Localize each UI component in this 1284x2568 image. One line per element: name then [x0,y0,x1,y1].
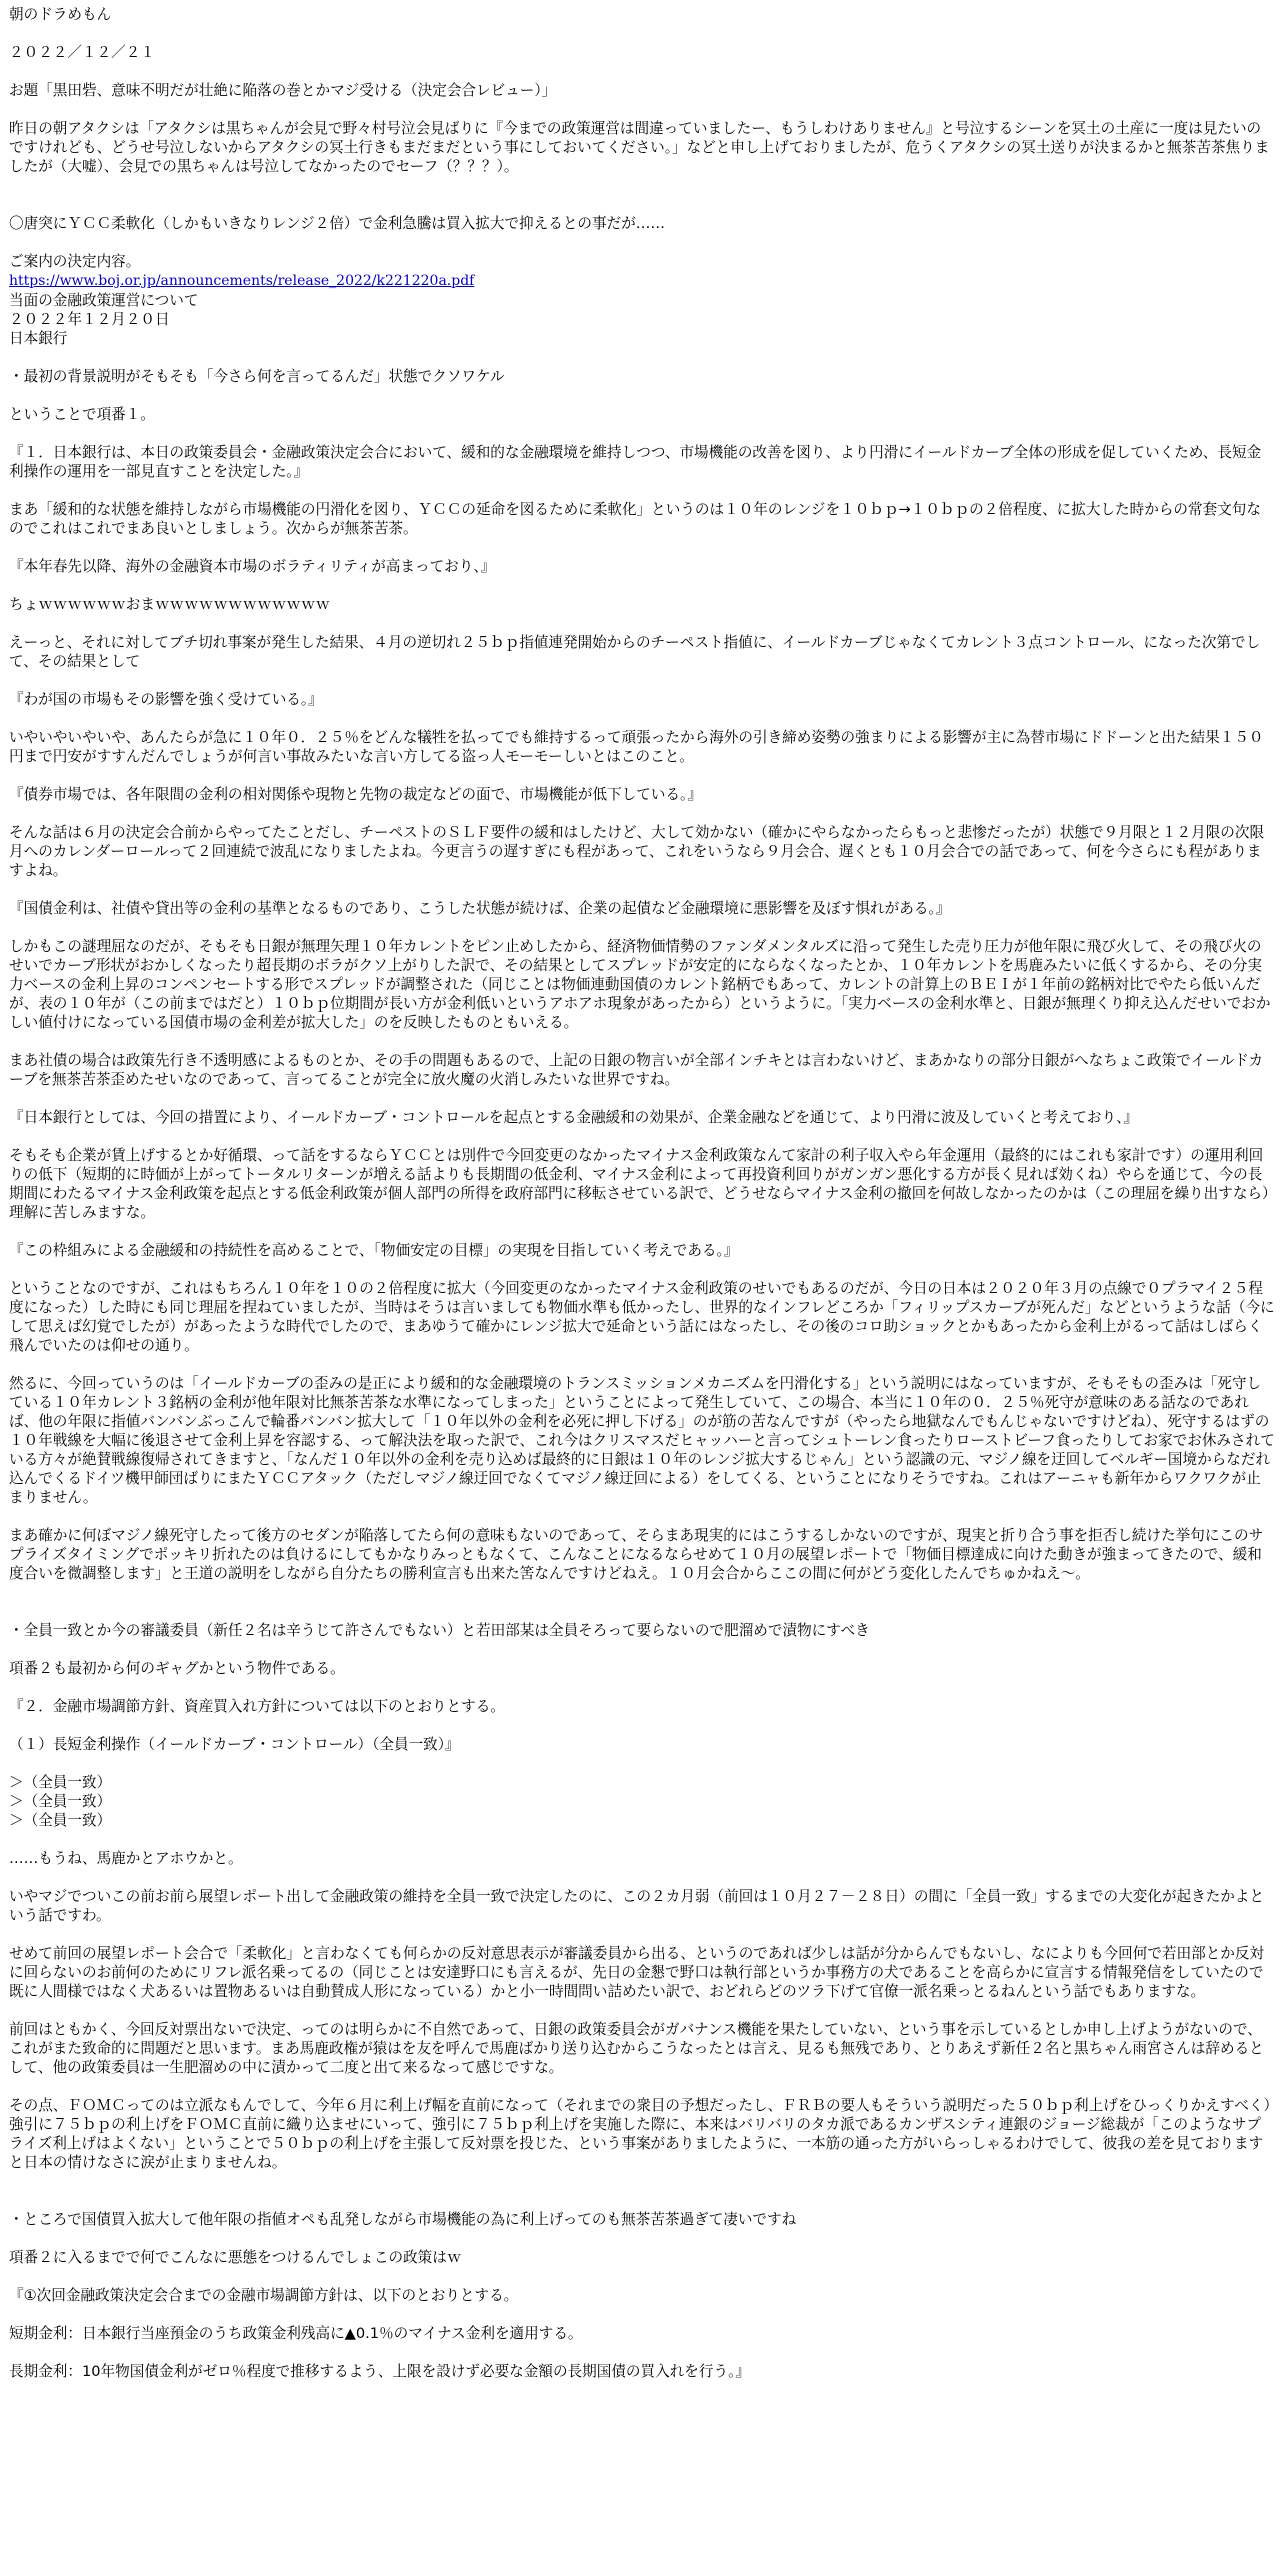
quote: 長期金利：10年物国債金利がゼロ％程度で推移するよう、上限を設けず必要な金額の長期国債の買入れを行う。』 [9,2363,750,2380]
paragraph: まあ「緩和的な状態を維持しながら市場機能の円滑化を図り、ＹＣＣの延命を図るために柔軟化」というのは１０年のレンジを１０ｂｐ→１０ｂｐの２倍程度、に拡大した時からの常套文句なのでこれはこれでまあ良いとしましょう。次からが無茶苦茶。 [9,501,1261,537]
quote: 『日本銀行としては、今回の措置により、イールドカーブ・コントロールを起点とする金融緩和の効果が、企業金融などを通じて、より円滑に波及していくと考えており、』 [9,1109,1138,1126]
quote: 『わが国の市場もその影響を強く受けている。』 [9,691,323,708]
release-date: ２０２２年１２月２０日 [9,311,170,328]
paragraph: ということで項番１。 [9,406,155,423]
paragraph: その点、ＦＯＭＣってのは立派なもんでして、今年６月に利上げ幅を直前になって（それまでの衆目の予想だったし、ＦＲＢの要人もそういう説明だった５０ｂｐ利上げをひっくりかえすべく）強引に７５ｂｐの利上げをＦＯＭＣ直前に織り込ませにいって、強引に７５ｂｐ利上げを実施した際に、本来はバリバリのタカ派であるカンザスシティ連銀のジョージ総裁が「このようなサプライズ利上げはよくない」ということで５０ｂｐの利上げを主張して反対票を投じた、という事案がありましたように、一本筋の通った方がいらっしゃるわけでして、彼我の差を見ておりますと日本の情けなさに涙が止まりませんね。 [9,2097,1271,2171]
blog-title: 朝のドラめもん [9,6,112,23]
paragraph: 項番２に入るまでで何でこんなに悪態をつけるんでしょこの政策はｗ [9,2249,462,2266]
paragraph: ということなのですが、これはもちろん１０年を１０の２倍程度に拡大（今回変更のなかったマイナス金利政策のせいでもあるのだが、今日の日本は２０２０年３月の点線で０プラマイ２５程度になった）した時にも同じ理屈を捏ねていましたが、当時はそうは言いましても物価水準も低かったし、世界的なインフレどころか「フィリップスカーブが死んだ」などというような話（今にして思えば幻覚でしたが）があったような時代でしたので、まあゆうて確かにレンジ拡大で延命という話にはなったし、その後のコロ助ショックとかもあったから金利上がるって話はしばらく飛んでいたのは仰せの通り。 [9,1280,1275,1354]
post-subject: お題「黒田砦、意味不明だが壮絶に陥落の巻とかマジ受ける（決定会合レビュー）」 [9,82,557,99]
post-date: ２０２２／１２／２１ [9,44,155,61]
guide-label: ご案内の決定内容。 [9,253,141,270]
paragraph: えーっと、それに対してブチ切れ事案が発生した結果、４月の逆切れ２５ｂｐ指値連発開始からのチーペスト指値に、イールドカーブじゃなくてカレント３点コントロール、になった次第でして、その結果として [9,634,1261,670]
quote: 『国債金利は、社債や貸出等の金利の基準となるものであり、こうした状態が続けば、企業の起債など金融環境に悪影響を及ぼす惧れがある。』 [9,900,951,917]
paragraph: 前回はともかく、今回反対票出ないで決定、ってのは明らかに不自然であって、日銀の政策委員会がガバナンス機能を果たしていない、という事を示しているとしか申し上げようがないので、これがまた致命的に問題だと思います。まあ馬鹿政権が猿はを友を呼んで馬鹿ばかり送り込むからこうなったとは言え、見るも無残であり、とりあえず新任２名と黒ちゃん雨宮さんは辞めるとして、他の政策委員は一生肥溜めの中に漬かって二度と出て来るなって感じですな。 [9,2021,1264,2076]
quote: 『この枠組みによる金融緩和の持続性を高めることで、「物価安定の目標」の実現を目指していく考えである。』 [9,1242,739,1259]
vote-line: ＞（全員一致） [9,1793,112,1810]
paragraph: そんな話は６月の決定会合前からやってたことだし、チーペストのＳＬＦ要件の緩和はしたけど、大して効かない（確かにやらなかったらもっと悲惨だったが）状態で９月限と１２月限の次限月へのカレンダーロールって２回連続で波乱になりましたよね。今更言うの遅すぎにも程があって、これをいうなら９月会合、遅くとも１０月会合での話であって、何を今さらにも程がありますよね。 [9,824,1265,879]
section-heading-unanimous: ・全員一致とか今の審議委員（新任２名は辛うじて許さんでもない）と若田部某は全員そろって要らないので肥溜めで漬物にすべき [9,1622,870,1639]
paragraph: いやいやいやいや、あんたらが急に１０年０．２５％をどんな犠牲を払ってでも維持するって頑張ったから海外の引き締め姿勢の強まりによる影響が主に為替市場にドドーンと出た結果１５０円まで円安がすすんだんでしょうが何言い事故みたいな言い方してる盗っ人モーモーしいとはこのこと。 [9,729,1264,765]
quote: 短期金利：日本銀行当座預金のうち政策金利残高に▲0.1％のマイナス金利を適用する。 [9,2325,583,2342]
quote: 『１．日本銀行は、本日の政策委員会・金融政策決定会合において、緩和的な金融環境を維持しつつ、市場機能の改善を図り、より円滑にイールドカーブ全体の形成を促していくため、長短金利操作の運用を一部見直すことを決定した。』 [9,444,1262,480]
paragraph: せめて前回の展望レポート会合で「柔軟化」と言わなくても何らかの反対意思表示が審議委員から出る、というのであれば少しは話が分からんでもないし、なによりも今回何で若田部とか反対に回らないのお前何のためにリフレ派名乗ってるの（同じことは安達野口にも言えるが、先日の金懇で野口は執行部というか事務方の犬であることを高らかに宣言する情報発信をしていたので既に人間様ではなく犬あるいは置物あるいは自動賛成人形になっている）かと小一時間問い詰めたい訳で、おどれらどのツラ下げて官僚一派名乗っとるねんという話でもありますな。 [9,1945,1265,2000]
paragraph: 項番２も最初から何のギャグかという物件である。 [9,1660,345,1677]
section-heading-ycc: 〇唐突にＹＣＣ柔軟化（しかもいきなりレンジ２倍）で金利急騰は買入拡大で抑えるとの事だが‥‥‥ [9,215,666,232]
quote: 『本年春先以降、海外の金融資本市場のボラティリティが高まっており、』 [9,558,496,575]
paragraph: 然るに、今回っていうのは「イールドカーブの歪みの是正により緩和的な金融環境のトランスミッションメカニズムを円滑化する」という説明にはなっていますが、そもそもの歪みは「死守している１０年カレント３銘柄の金利が他年限対比無茶苦茶な水準になってしまった」ということによって発生していて、この場合、本当に１０年の０．２５％死守が意味のある話なのであれば、他の年限に指値バンバンぶっこんで輪番バンバン拡大して「１０年以外の金利を必死に押し下げる」のが筋の苦なんですが（やったら地獄なんでもんじゃないですけどね）、死守するはずの１０年戦線を大幅に後退させて金利上昇を容認する、って解決法を取った訳で、これ今はクリスマスだヒャッハーと言ってシュトーレン食ったりローストビーフ食ったりしてお家でお休みされている方々が絶賛戦線復帰されてきますと、「なんだ１０年以外の金利を売り込めば最終的に日銀は１０年のレンジ拡大するじゃん」という認識の元、マジノ線を迂回してベルギー国境からなだれ込んでくるドイツ機甲師団ばりにまたＹＣＣアタック（ただしマジノ線迂回でなくてマジノ線迂回による）をしてくる、ということになりそうですね。これはアーニャも新年からワクワクが止まりません。 [9,1375,1275,1506]
paragraph: まあ社債の場合は政策先行き不透明感によるものとか、その手の問題もあるので、上記の日銀の物言いが全部インチキとは言わないけど、まあかなりの部分日銀がへなちょこ政策でイールドカーブを無茶苦茶歪めたせいなのであって、言ってることが完全に放火魔の火消しみたいな世界ですね。 [9,1052,1264,1088]
paragraph: まあ確かに何ぼマジノ線死守したって後方のセダンが陥落してたら何の意味もないのであって、そらまあ現実的にはこうするしかないのですが、現実と折り合う事を拒否し続けた挙句にこのサプライズタイミングでポッキリ折れたのは負けるにしてもかなりみっともなくて、こんなことになるならせめて１０月の展望レポートで「物価目標達成に向けた動きが強まってきたので、緩和度合いを微調整します」と王道の説明をしながら自分たちの勝利宣言も出来た筈なんですけどねえ。１０月会合からここの間に何がどう変化したんでちゅかねえ～。 [9,1527,1264,1582]
paragraph: いやマジでついこの前お前ら展望レポート出して金融政策の維持を全員一致で決定したのに、この２カ月弱（前回は１０月２７－２８日）の間に「全員一致」するまでの大変化が起きたかよという話ですわ。 [9,1888,1265,1924]
intro-paragraph: 昨日の朝アタクシは「アタクシは黒ちゃんが会見で野々村号泣会見ばりに『今までの政策運営は間違っていましたー、もうしわけありません』と号泣するシーンを冥土の土産に一度は見たいのですけれども、どうせ号泣しないからアタクシの冥土行きもまだまだという事にしておいてください。」などと申し上げておりましたが、危うくアタクシの冥土送りが決まるかと無茶苦茶焦りましたが（大嘘）、会見での黒ちゃんは号泣してなかったのでセーフ（？？？）。 [9,120,1270,175]
paragraph: そもそも企業が賃上げするとか好循環、って話をするならＹＣＣとは別件で今回変更のなかったマイナス金利政策なんて家計の利子収入やら年金運用（最終的にはこれも家計です）の運用利回りの低下（短期的に時価が上がってトータルリターンが増える話よりも長期間の低金利、マイナス金利によって再投資利回りがガンガン悪化する方が長く見れば効くね）やらを通じて、今の長期間にわたるマイナス金利政策を起点とする低金利政策が個人部門の所得を政府部門に移転させている訳で、どうせならマイナス金利の撤回を何故しなかったのかは（この理屈を繰り出すなら）理解に苦しみますな。 [9,1147,1270,1221]
paragraph: ちょｗｗｗｗｗｗおまｗｗｗｗｗｗｗｗｗｗｗｗ [9,596,331,613]
release-title: 当面の金融政策運営について [9,292,199,309]
paragraph: ‥‥‥もうね、馬鹿かとアホウかと。 [9,1850,243,1867]
vote-line: ＞（全員一致） [9,1812,112,1829]
quote: 『①次回金融政策決定会合までの金融市場調節方針は、以下のとおりとする。 [9,2287,519,2304]
quote: （１）長短金利操作（イールドカーブ・コントロール）（全員一致）』 [9,1736,460,1753]
quote: 『債券市場では、各年限間の金利の相対関係や現物と先物の裁定などの面で、市場機能が低下している。』 [9,786,702,803]
quote: 『２．金融市場調節方針、資産買入れ方針については以下のとおりとする。 [9,1698,505,1715]
boj-release-link[interactable]: https://www.boj.or.jp/announcements/release_2022/k221220a.pdf [9,273,475,289]
paragraph: ・最初の背景説明がそもそも「今さら何を言ってるんだ」状態でクソワケル [9,368,505,385]
section-heading-jgb-purchases: ・ところで国債買入拡大して他年限の指値オペも乱発しながら市場機能の為に利上げってのも無茶苦茶過ぎて凄いですね [9,2211,797,2228]
release-org: 日本銀行 [9,330,68,347]
vote-line: ＞（全員一致） [9,1774,112,1791]
paragraph: しかもこの謎理屈なのだが、そもそも日銀が無理矢理１０年カレントをピン止めしたから、経済物価情勢のファンダメンタルズに沿って発生した売り圧力が他年限に飛び火して、その飛び火のせいでカーブ形状がおかしくなったり超長期のボラがクソ上がりした訳で、その結果としてスプレッドが安定的にならなくなったとか、１０年カレントを馬鹿みたいに低くするから、その分実力ベースの金利上昇のコンペンセートする形でスプレッドが調整された（同じことは物価連動国債のカレント銘柄でもあって、カレントの計算上のＢＥＩが１年前の銘柄対比でやたら低いんだが、表の１０年が（この前まではだと）１０ｂｐ位期間が長い方が金利低いというアホアホ現象があったから）というように。「実力ベースの金利水準と、日銀が無理くり抑え込んだせいでおかしい値付けになっている国債市場の金利差が拡大した」のを反映したものともいえる。 [9,938,1271,1031]
